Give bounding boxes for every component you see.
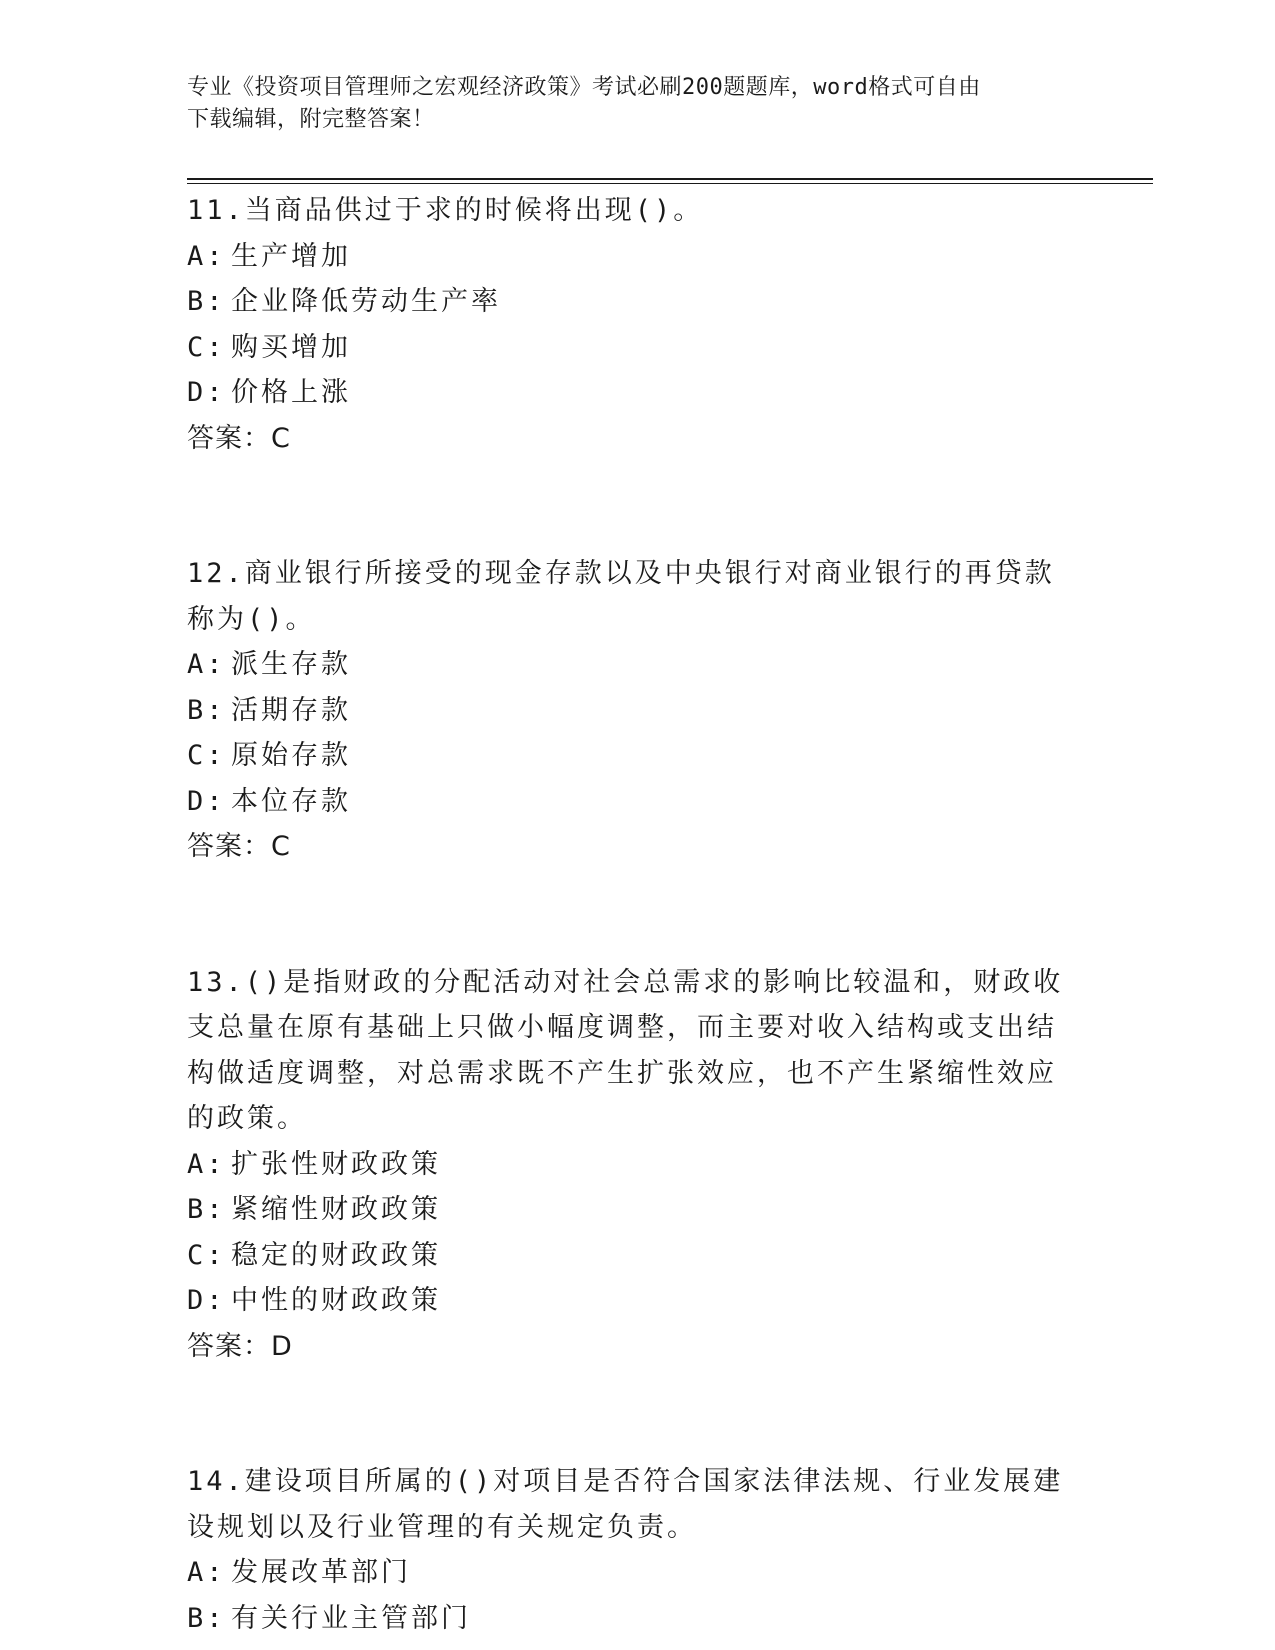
question-text: 14.建设项目所属的()对项目是否符合国家法律法规、行业发展建设规划以及行业管理的有关规定负责。 [187,1466,1064,1543]
question-spacer [187,461,1067,551]
question-spacer [187,1369,1067,1459]
option-b [187,688,1067,734]
option-text: 本位存款 [231,785,351,817]
header-divider-thin [187,183,1153,184]
document-header [187,72,1087,136]
option-c [187,325,1067,371]
question-text: 12.商业银行所接受的现金存款以及中央银行对商业银行的再贷款称为()。 [187,558,1055,635]
option-a [187,642,1067,688]
option-text: 有关行业主管部门 [231,1602,471,1634]
option-c [187,733,1067,779]
option-label: A: [187,649,226,680]
option-label: B: [187,1602,226,1634]
option-text: 活期存款 [231,694,351,726]
question-14 [187,1459,1067,1641]
option-label: D: [187,377,226,408]
question-11 [187,188,1067,461]
question-13 [187,960,1067,1370]
option-b [187,1596,1067,1642]
option-d [187,779,1067,825]
option-text: 扩张性财政政策 [231,1148,441,1180]
option-label: A: [187,240,226,272]
option-label: B: [187,1194,226,1225]
answer: 答案：C [187,831,291,862]
option-text: 生产增加 [231,240,351,272]
option-label: D: [187,1285,226,1316]
option-text: 企业降低劳动生产率 [231,286,501,317]
option-a [187,1550,1067,1596]
option-text: 原始存款 [231,740,351,771]
option-label: D: [187,785,226,817]
question-text: 13.()是指财政的分配活动对社会总需求的影响比较温和，财政收支总量在原有基础上只做小幅度调整，而主要对收入结构或支出结构做适度调整，对总需求既不产生扩张效应，也不产生紧缩性效应的政策。 [187,966,1064,1134]
option-text: 购买增加 [231,331,351,363]
option-d [187,370,1067,416]
option-label: A: [187,1148,226,1180]
option-c [187,1233,1067,1279]
answer: 答案：C [187,422,291,454]
option-b [187,279,1067,325]
question-text: 11.当商品供过于求的时候将出现()。 [187,195,704,226]
option-label: A: [187,1557,226,1588]
option-b [187,1187,1067,1233]
option-text: 稳定的财政政策 [231,1239,441,1271]
option-text: 中性的财政政策 [231,1285,441,1316]
question-list [187,188,1067,1641]
option-text: 价格上涨 [231,377,351,408]
option-text: 派生存款 [231,649,351,680]
option-label: C: [187,1239,226,1271]
option-d [187,1278,1067,1324]
header-divider-thick [187,178,1153,180]
option-text: 紧缩性财政政策 [231,1194,441,1225]
option-a [187,234,1067,280]
option-a [187,1142,1067,1188]
option-label: C: [187,740,226,771]
option-label: B: [187,694,226,726]
header-line-1: 专业《投资项目管理师之宏观经济政策》考试必刷200题题库，word格式可自由 [187,75,981,100]
answer: 答案：D [187,1330,293,1362]
header-line-2: 下载编辑，附完整答案！ [187,107,435,132]
option-text: 发展改革部门 [231,1557,411,1588]
question-spacer [187,870,1067,960]
option-label: C: [187,331,226,363]
option-label: B: [187,286,226,317]
question-12 [187,551,1067,870]
